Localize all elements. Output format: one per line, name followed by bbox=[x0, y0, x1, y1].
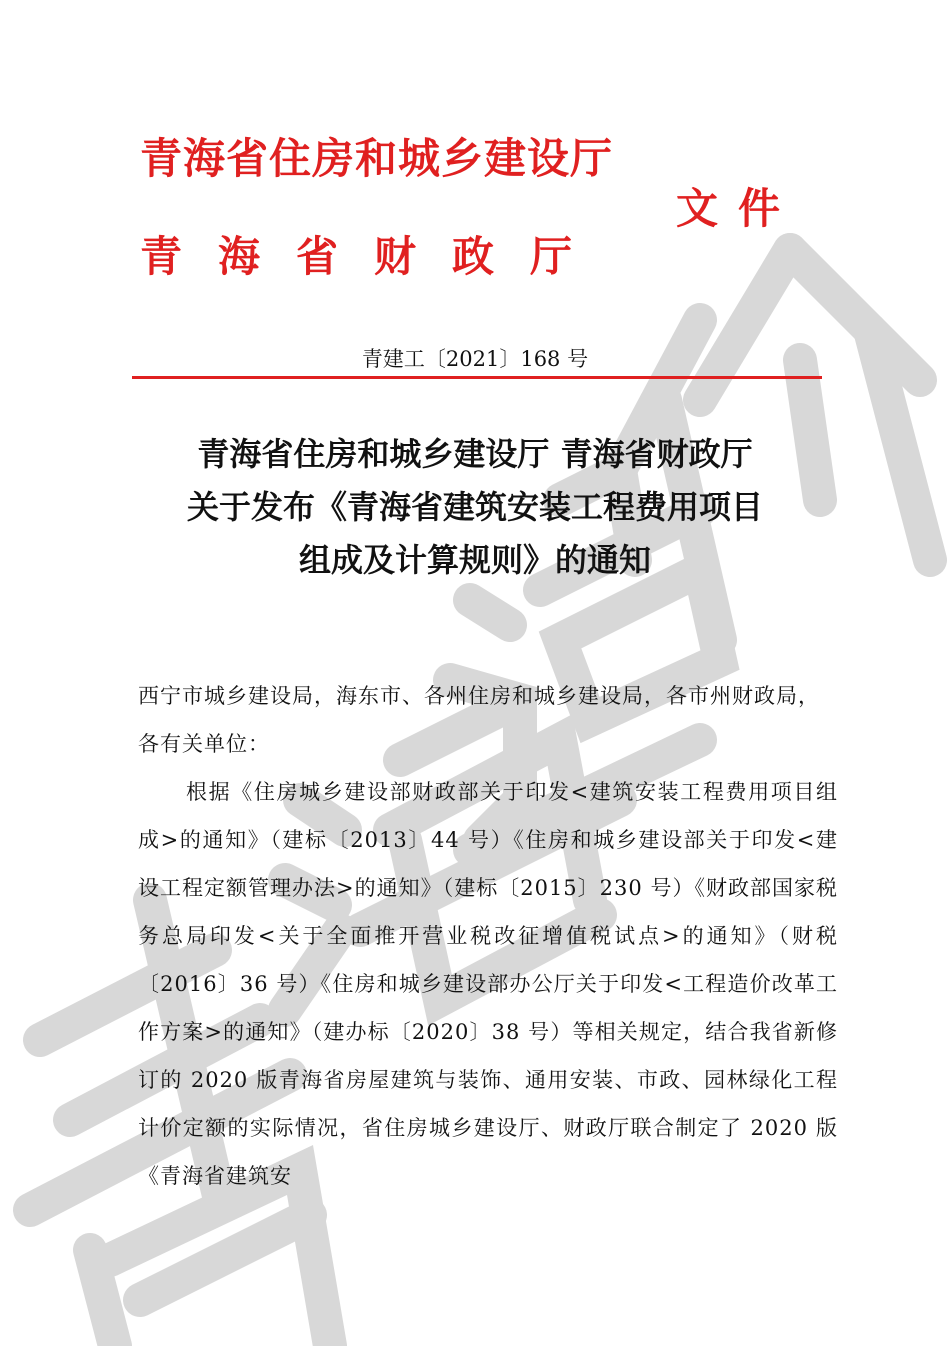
title-line-1: 青海省住房和城乡建设厅 青海省财政厅 bbox=[197, 435, 753, 473]
salutation: 西宁市城乡建设局，海东市、各州住房和城乡建设局，各市州财政局，各有关单位： bbox=[138, 684, 820, 756]
title-line-3: 组成及计算规则》的通知 bbox=[298, 541, 651, 579]
document-suffix: 文件 bbox=[676, 184, 801, 233]
title-line-2: 关于发布《青海省建筑安装工程费用项目 bbox=[186, 488, 763, 526]
issuer-finance-department: 青海省财政厅 bbox=[140, 232, 609, 281]
header-divider bbox=[132, 376, 822, 379]
body-paragraph: 根据《住房城乡建设部财政部关于印发<建筑安装工程费用项目组成>的通知》（建标〔2013〕44 号）《住房和城乡建设部关于印发<建设工程定额管理办法>的通知》（建标〔2015〕230 号）《财政部国家税务总局印发<关于全面推开营业税改征增值税试点>的通知》（财税〔2016〕36 号）《住房和城乡建设部办公厅关于印发<工程造价改革工作方案>的通知》（建办标〔2020〕38 号）等相关规定，结合我省新修订的 2020 版青海省房屋建筑与装饰、通用安装、市政、园林绿化工程计价定额的实际情况，省住房城乡建设厅、财政厅联合制定了 2020 版《青海省建筑安 bbox=[138, 780, 838, 1188]
document-title bbox=[60, 428, 890, 587]
issuer-housing-department: 青海省住房和城乡建设厅 bbox=[140, 134, 614, 183]
document-number: 青建工〔2021〕168 号 bbox=[361, 347, 589, 371]
